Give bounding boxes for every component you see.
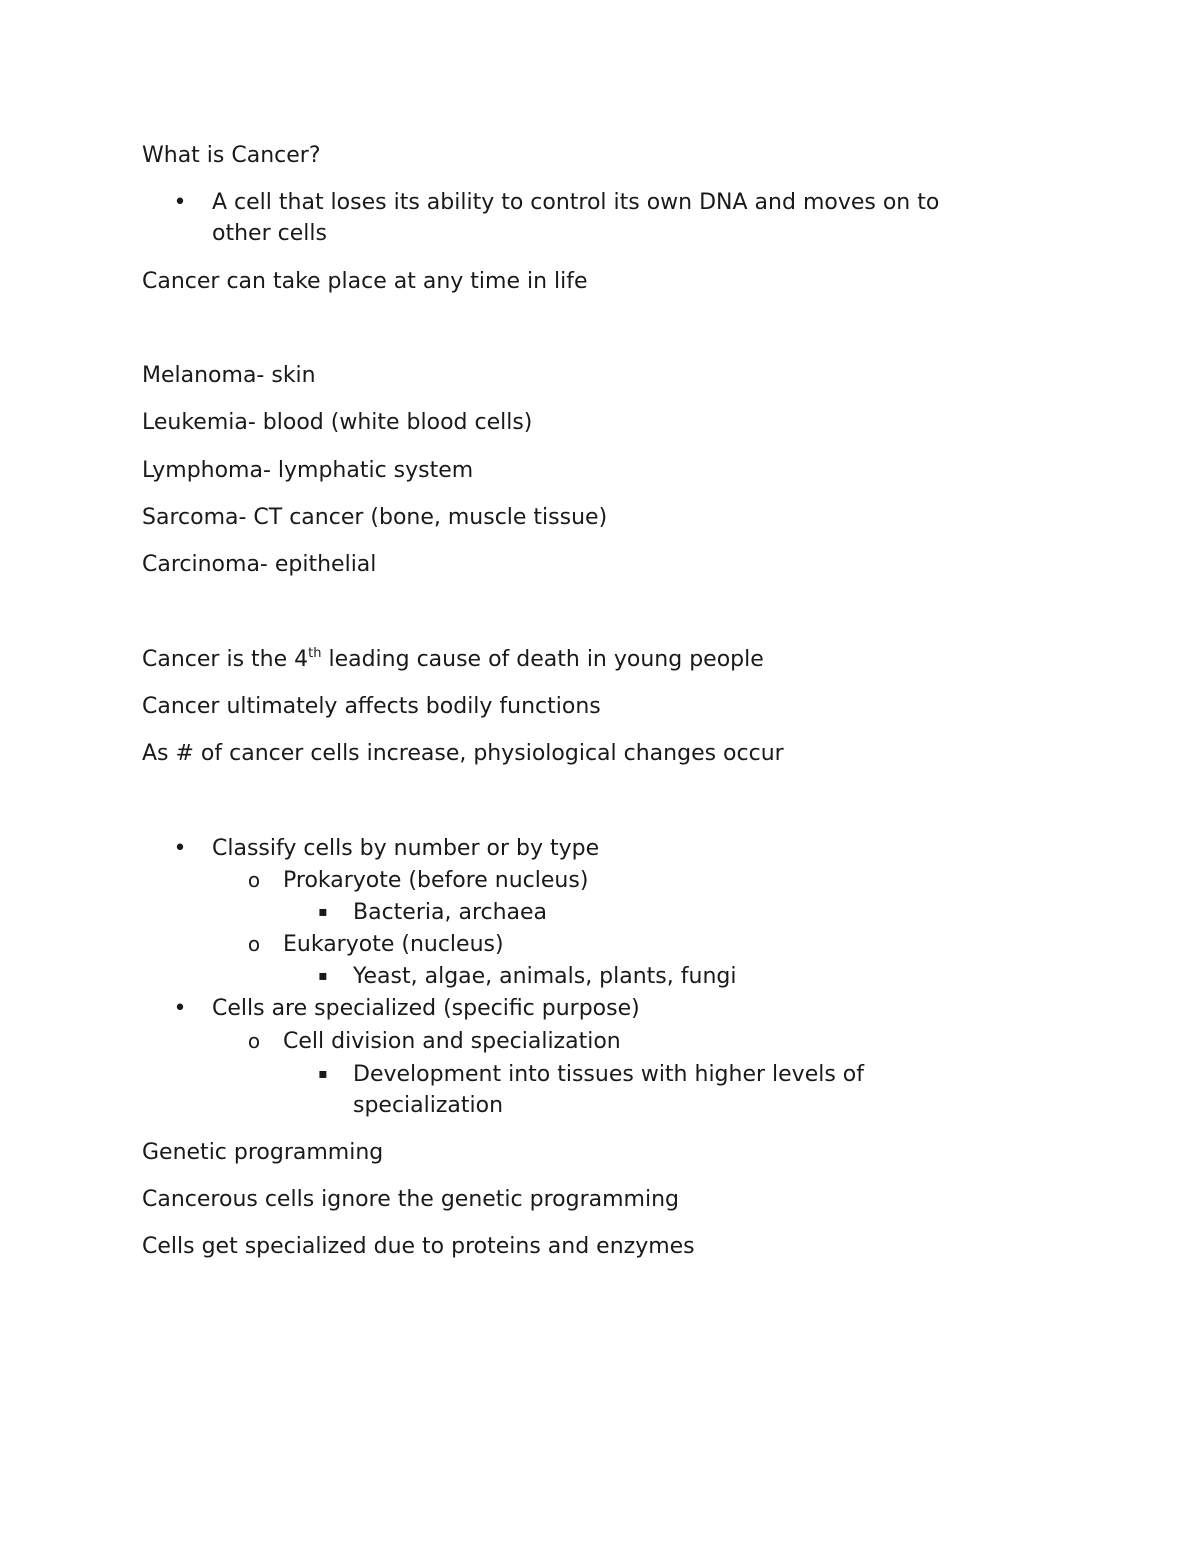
bullet-level3: ▪ <box>318 904 328 920</box>
bullet-level1: • <box>173 996 187 1021</box>
bullet-level1: • <box>173 190 187 215</box>
cancer-type-carcinoma: Carcinoma- epithelial <box>142 552 377 577</box>
outline-eukaryote: Eukaryote (nucleus) <box>283 932 504 957</box>
fact-leading-after: leading cause of death in young people <box>321 647 764 672</box>
outline-eukaryote-examples: Yeast, algae, animals, plants, fungi <box>353 964 737 989</box>
bullet-level2: o <box>247 1029 261 1053</box>
cancer-type-sarcoma: Sarcoma- CT cancer (bone, muscle tissue) <box>142 505 608 530</box>
any-time-text: Cancer can take place at any time in life <box>142 269 588 294</box>
bullet-level1: • <box>173 836 187 861</box>
bullet-level3: ▪ <box>318 968 328 984</box>
outline-division: Cell division and specialization <box>283 1029 621 1054</box>
outline-specialized: Cells are specialized (specific purpose) <box>212 996 640 1021</box>
bullet-level2: o <box>247 932 261 956</box>
cancer-type-leukemia: Leukemia- blood (white blood cells) <box>142 410 533 435</box>
cancer-type-melanoma: Melanoma- skin <box>142 363 316 388</box>
fact-leading-before: Cancer is the 4 <box>142 647 309 672</box>
fact-leading-sup: th <box>308 646 322 661</box>
closing-cancerous-cells: Cancerous cells ignore the genetic programming <box>142 1187 679 1212</box>
closing-cells-specialized: Cells get specialized due to proteins and enzymes <box>142 1234 695 1259</box>
heading-what-is-cancer: What is Cancer? <box>142 143 321 168</box>
intro-bullet-line1: A cell that loses its ability to control its own DNA and moves on to <box>212 190 940 215</box>
intro-bullet-line2: other cells <box>212 221 327 246</box>
outline-development-line2: specialization <box>353 1093 504 1118</box>
closing-genetic-programming: Genetic programming <box>142 1140 384 1165</box>
fact-affects: Cancer ultimately affects bodily functions <box>142 694 601 719</box>
outline-prokaryote-examples: Bacteria, archaea <box>353 900 548 925</box>
bullet-level2: o <box>247 868 261 892</box>
outline-classify: Classify cells by number or by type <box>212 836 600 861</box>
fact-leading-cause <box>142 644 1042 675</box>
bullet-level3: ▪ <box>318 1066 328 1082</box>
fact-increase: As # of cancer cells increase, physiological changes occur <box>142 741 784 766</box>
cancer-type-lymphoma: Lymphoma- lymphatic system <box>142 458 474 483</box>
outline-prokaryote: Prokaryote (before nucleus) <box>283 868 589 893</box>
outline-development-line1: Development into tissues with higher levels of <box>353 1062 865 1087</box>
